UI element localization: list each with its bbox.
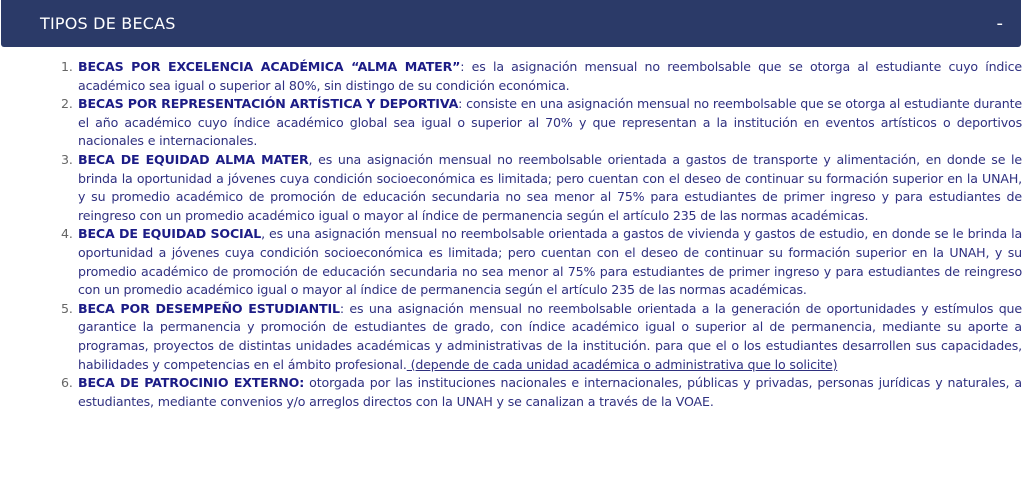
- accordion-title: TIPOS DE BECAS: [40, 14, 176, 33]
- item-text: : es una asignación mensual no reembolsable orientada a la generación de oportunidades y estímulos que garantice la permanencia y promoción de estudiantes de grado, con índice académico igual o superior al de permanencia, mediante su aporte a programas, proyectos de distintas unidades académicas y administrativas de la institución. para que el o los estudiantes desarrollen sus capacidades, habilidades y competencias en el ámbito profesional.: [78, 300, 1022, 372]
- item-title: BECA DE EQUIDAD SOCIAL: [78, 226, 262, 242]
- item-text: : es la asignación mensual no reembolsable que se otorga al estudiante cuyo índice académico sea igual o superior al 80%, sin distingo de su condición económica.: [78, 59, 1022, 93]
- list-item: [78, 95, 1022, 151]
- item-text: , es una asignación mensual no reembolsable orientada a gastos de transporte y alimentación, en donde se le brinda la oportunidad a jóvenes cuya condición socioeconómica es limitada; pero cuentan con el deseo de continuar su formación superior en la UNAH, y su promedio académico de promoción de educación secundaria no sea menor al 75% para estudiantes de primer ingreso y para estudiantes de reingreso con un promedio académico igual o mayor al índice de permanencia según el artículo 235 de las normas académicas.: [78, 151, 1022, 223]
- item-text: otorgada por las instituciones nacionales e internacionales, públicas y privadas, personas jurídicas y naturales, a estudiantes, mediante convenios y/o arreglos directos con la UNAH y se canalizan a través de la VOAE.: [78, 375, 1022, 409]
- accordion-header-tipos-de-becas[interactable]: [1, 0, 1021, 47]
- item-title: BECA DE EQUIDAD ALMA MATER: [78, 151, 309, 167]
- item-text: : consiste en una asignación mensual no reembolsable que se otorga al estudiante durante el año académico cuyo índice académico global sea igual o superior al 70% y que representan a la institución en eventos artísticos o deportivos nacionales e internacionales.: [78, 96, 1022, 149]
- list-item: [78, 225, 1022, 299]
- item-title: BECA POR DESEMPEÑO ESTUDIANTIL: [78, 300, 340, 316]
- list-item: [78, 374, 1022, 411]
- becas-list: [78, 58, 1022, 411]
- item-title: BECAS POR REPRESENTACIÓN ARTÍSTICA Y DEPORTIVA: [78, 96, 459, 112]
- item-note-link[interactable]: (depende de cada unidad académica o administrativa que lo solicite): [406, 356, 838, 372]
- item-title: BECAS POR EXCELENCIA ACADÉMICA “ALMA MATER”: [78, 59, 461, 74]
- item-title: BECA DE PATROCINIO EXTERNO:: [78, 375, 305, 391]
- item-text: , es una asignación mensual no reembolsable orientada a gastos de vivienda y gastos de estudio, en donde se le brinda la oportunidad a jóvenes cuya condición socioeconómica es limitada; pero cuentan con el deseo de continuar su formación superior en la UNAH, y su promedio académico de promoción de educación secundaria no sea menor al 75% para estudiantes de primer ingreso y para estudiantes de reingreso con un promedio académico igual o mayor al índice de permanencia según el artículo 235 de las normas académicas.: [78, 226, 1023, 298]
- list-item: [78, 58, 1022, 95]
- list-item: [78, 151, 1022, 225]
- list-item: [78, 300, 1022, 374]
- collapse-toggle-icon[interactable]: -: [996, 13, 1003, 34]
